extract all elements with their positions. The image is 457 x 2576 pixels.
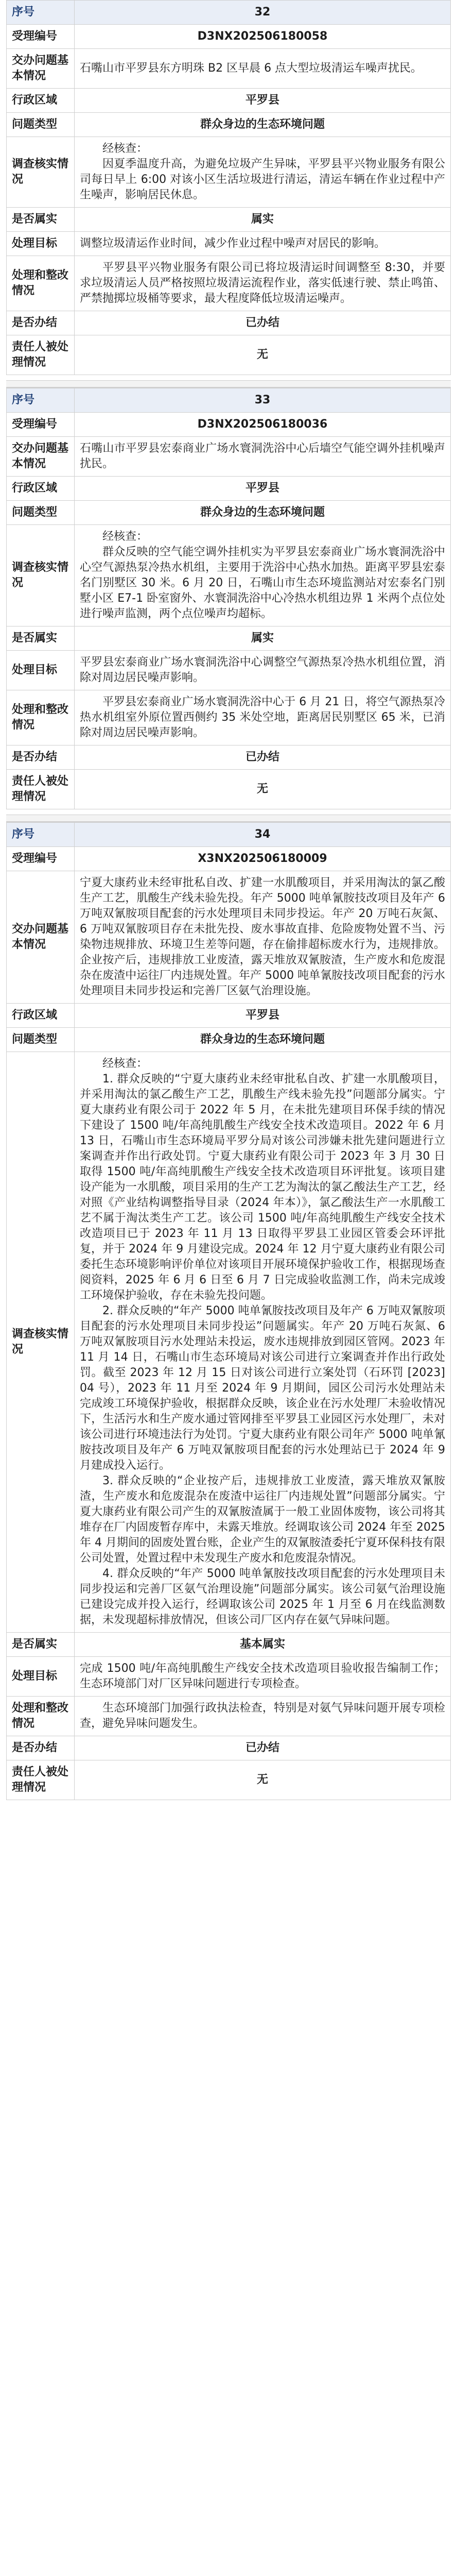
field-value: 石嘴山市平罗县宏泰商业广场水寰洞洗浴中心后墙空气能空调外挂机噪声扰民。 — [75, 437, 451, 477]
field-value: 已办结 — [75, 1736, 451, 1760]
field-value: 无 — [75, 1760, 451, 1800]
field-value: 宁夏大康药业未经审批私自改、扩建一水肌酸项目，并采用淘汰的氯乙酸生产工艺，肌酸生产线未验先投。年产 5000 吨单氰胺技改项目及年产 6 万吨双氰胺项目配套的污水处理项目未同步投运。年产 20 万吨石灰氮、6 万吨双氰胺项目存在未批先投、废水事故直排、危险废物处置不当、污染物违规排放、环境卫生差等问题，存在偷排超标废水行为，违规排放。企业按产后，违规排放工业废渣，露天堆放双氰胺渣，生产废水和危废混杂在废渣中运往厂内违规处置。年产 5000 吨单氰胺技改项目配套的污水处理项目未同步投运和完善厂区氨气治理设施。 — [75, 871, 451, 1004]
field-value: 平罗县 — [75, 477, 451, 501]
field-value: 群众身边的生态环境问题 — [75, 113, 451, 137]
row-seq — [7, 823, 451, 847]
field-value — [75, 690, 451, 745]
field-value — [75, 1052, 451, 1633]
row-is_done — [7, 1736, 451, 1760]
row-accountability — [7, 335, 451, 375]
field-label: 处理和整改情况 — [7, 256, 75, 311]
row-case_no — [7, 413, 451, 437]
row-is_true — [7, 626, 451, 651]
field-value: D3NX202506180036 — [75, 413, 451, 437]
field-label: 处理目标 — [7, 1657, 75, 1697]
field-value: 平罗县 — [75, 1004, 451, 1028]
field-value — [75, 1697, 451, 1736]
field-label: 是否办结 — [7, 311, 75, 335]
field-label: 交办问题基本情况 — [7, 49, 75, 89]
field-value — [75, 137, 451, 208]
row-type — [7, 1028, 451, 1052]
record-separator — [6, 380, 451, 387]
field-label: 问题类型 — [7, 501, 75, 525]
field-value: 属实 — [75, 626, 451, 651]
row-case_no — [7, 25, 451, 49]
paragraph: 平罗县宏泰商业广场水寰洞洗浴中心于 6 月 21 日，将空气源热泵冷热水机组室外原位置西侧约 35 米处空地，距离居民别墅区 65 米，已消除对周边居民噪声影响。 — [80, 696, 445, 739]
paragraph: 平罗县平兴物业服务有限公司已将垃圾清运时间调整至 8:30，并要求垃圾清运人员严格按照垃圾清运流程作业，落实低速行驶、禁止鸣笛、严禁抛掷垃圾桶等要求，最大程度降低垃圾清运噪声。 — [80, 261, 445, 305]
field-label: 受理编号 — [7, 847, 75, 871]
field-label: 调查核实情况 — [7, 1052, 75, 1633]
field-label: 序号 — [7, 823, 75, 847]
row-investigate — [7, 1052, 451, 1633]
paragraph: 经核查： — [102, 530, 148, 543]
field-value: 群众身边的生态环境问题 — [75, 501, 451, 525]
field-label: 是否办结 — [7, 1736, 75, 1760]
field-label: 是否办结 — [7, 745, 75, 770]
paragraph: 因夏季温度升高，为避免垃圾产生异味，平罗县平兴物业服务有限公司每日早上 6:00 对该小区生活垃圾进行清运，清运车辆在作业过程中产生噪声，影响居民休息。 — [80, 158, 445, 201]
field-value — [75, 525, 451, 626]
field-label: 行政区域 — [7, 89, 75, 113]
row-basic — [7, 49, 451, 89]
field-label: 交办问题基本情况 — [7, 871, 75, 1004]
field-label: 处理目标 — [7, 232, 75, 256]
row-is_true — [7, 1633, 451, 1657]
case-record — [6, 0, 451, 375]
row-is_done — [7, 311, 451, 335]
case-record — [6, 387, 451, 809]
field-label: 问题类型 — [7, 113, 75, 137]
field-value: 平罗县 — [75, 89, 451, 113]
row-investigate — [7, 137, 451, 208]
paragraph: 群众反映的空气能空调外挂机实为平罗县宏泰商业广场水寰洞洗浴中心空气源热泵冷热水机组，主要用于洗浴中心热水加热。距离平罗县宏泰名门别墅区 30 米。6 月 20 日，石嘴山市生态环境监测站对宏泰名门别墅小区 E7-1 卧室窗外、水寰洞洗浴中心冷热水机组边界 1 米两个点位处进行噪声监测，两个点位噪声均超标。 — [80, 546, 445, 620]
field-label: 是否属实 — [7, 1633, 75, 1657]
row-rectify — [7, 690, 451, 745]
row-is_done — [7, 745, 451, 770]
field-value: 群众身边的生态环境问题 — [75, 1028, 451, 1052]
field-value: 33 — [75, 388, 451, 413]
field-label: 序号 — [7, 388, 75, 413]
row-case_no — [7, 847, 451, 871]
field-value: D3NX202506180058 — [75, 25, 451, 49]
field-label: 责任人被处理情况 — [7, 1760, 75, 1800]
field-label: 调查核实情况 — [7, 137, 75, 208]
field-label: 问题类型 — [7, 1028, 75, 1052]
row-rectify — [7, 1697, 451, 1736]
row-accountability — [7, 770, 451, 809]
row-goal — [7, 1657, 451, 1697]
row-region — [7, 89, 451, 113]
field-label: 序号 — [7, 1, 75, 25]
field-label: 交办问题基本情况 — [7, 437, 75, 477]
row-accountability — [7, 1760, 451, 1800]
field-value: 无 — [75, 335, 451, 375]
paragraph: 经核查： — [102, 142, 148, 155]
field-label: 受理编号 — [7, 413, 75, 437]
paragraph: 3. 群众反映的“企业按产后，违规排放工业废渣，露天堆放双氰胺渣，生产废水和危废混杂在废渣中运往厂内违规处置”问题部分属实。宁夏大康药业有限公司产生的双氰胺渣属于一般工业固体废物，该公司将其堆存在厂内固废暂存库中，未露天堆放。经调取该公司 2024 年至 2025 年 4 月期间的固废处置台账，企业产生的双氰胺渣委托宁夏环保科技有限公司处置，处置过程中未发现生产废水和危废混杂情况。 — [80, 1475, 445, 1565]
paragraph: 4. 群众反映的“年产 5000 吨单氰胺技改项目配套的污水处理项目未同步投运和完善厂区氨气治理设施”问题部分属实。该公司氨气治理设施已建设完成并投入运行，经调取该公司 2025 年 1 月至 6 月在线监测数据，未发现超标排放情况，但该公司厂区内存在氨气异味问题。 — [80, 1567, 445, 1626]
field-label: 受理编号 — [7, 25, 75, 49]
field-label: 行政区域 — [7, 477, 75, 501]
paragraph: 1. 群众反映的“宁夏大康药业未经审批私自改、扩建一水肌酸项目，并采用淘汰的氯乙酸生产工艺，肌酸生产线未验先投”问题部分属实。宁夏大康药业有限公司于 2022 年 5 月，在未批先建项目环保手续的情况下建设了 1500 吨/年高纯肌酸生产线安全技术改造项目。2022 年 6 月 13 日，石嘴山市生态环境局平罗分局对该公司涉嫌未批先建问题进行立案调查并作出行政处罚。宁夏大康药业有限公司于 2023 年 3 月 30 日取得 1500 吨/年高纯肌酸生产线安全技术改造项目环评批复。该项目建设产能为一水肌酸，项目采用的生产工艺为淘汰的氯乙酸法生产工艺，经对照《产业结构调整指导目录（2024 年本）》，氯乙酸法生产一水肌酸工艺不属于淘汰类生产工艺。该公司 1500 吨/年高纯肌酸生产线安全技术改造项目已于 2023 年 11 月 13 日取得平罗县工业园区管委会环评批复，并于 2024 年 9 月建设完成。2024 年 12 月宁夏大康药业有限公司委托生态环境影响评价单位对该项目开展环境保护验收工作，根据现场查阅资料，2025 年 6 月 6 日至 6 月 7 日完成验收监测工作，尚未完成竣工环境保护验收，存在未验先投问题。 — [80, 1073, 445, 1302]
record-separator — [6, 815, 451, 822]
field-value: X3NX202506180009 — [75, 847, 451, 871]
field-value: 34 — [75, 823, 451, 847]
row-basic — [7, 871, 451, 1004]
field-label: 是否属实 — [7, 626, 75, 651]
field-label: 责任人被处理情况 — [7, 770, 75, 809]
field-label: 责任人被处理情况 — [7, 335, 75, 375]
field-value: 平罗县宏泰商业广场水寰洞洗浴中心调整空气源热泵冷热水机组位置，消除对周边居民噪声影响。 — [75, 651, 451, 690]
field-label: 调查核实情况 — [7, 525, 75, 626]
row-seq — [7, 1, 451, 25]
field-value — [75, 256, 451, 311]
field-label: 处理目标 — [7, 651, 75, 690]
row-investigate — [7, 525, 451, 626]
field-value: 基本属实 — [75, 1633, 451, 1657]
case-table — [6, 822, 451, 1800]
field-value: 石嘴山市平罗县东方明珠 B2 区早晨 6 点大型垃圾清运车噪声扰民。 — [75, 49, 451, 89]
field-value: 调整垃圾清运作业时间，减少作业过程中噪声对居民的影响。 — [75, 232, 451, 256]
row-region — [7, 1004, 451, 1028]
field-label: 处理和整改情况 — [7, 690, 75, 745]
field-value: 无 — [75, 770, 451, 809]
field-value: 已办结 — [75, 311, 451, 335]
case-table — [6, 388, 451, 809]
row-goal — [7, 232, 451, 256]
field-value: 属实 — [75, 208, 451, 232]
case-table — [6, 0, 451, 375]
field-label: 行政区域 — [7, 1004, 75, 1028]
row-type — [7, 113, 451, 137]
row-type — [7, 501, 451, 525]
field-label: 处理和整改情况 — [7, 1697, 75, 1736]
field-value: 已办结 — [75, 745, 451, 770]
row-is_true — [7, 208, 451, 232]
row-region — [7, 477, 451, 501]
case-record — [6, 822, 451, 1800]
paragraph: 2. 群众反映的“年产 5000 吨单氰胺技改项目及年产 6 万吨双氰胺项目配套的污水处理项目未同步投运”问题属实。年产 20 万吨石灰氮、6 万吨双氰胺项目污水处理站未投运，废水违规排放到园区管网。2023 年 11 月 14 日，石嘴山市生态环境局对该公司进行立案调查并作出行政处罚。截至 2023 年 12 月 15 日对该公司进行立案处罚（石环罚 [2023] 04 号），2023 年 11 月至 2024 年 9 月期间，园区公司污水处理站未完成竣工环境保护验收，根据群众反映，该企业在污水处理厂未验收情况下，生活污水和生产废水通过管网排至平罗县工业园区污水处理厂，未对该公司进行环境违法行为处罚。宁夏大康药业有限公司年产 5000 吨单氰胺技改项目及年产 6 万吨双氰胺项目配套的污水处理站已于 2024 年 9 月建成投入运行。 — [80, 1304, 445, 1472]
row-seq — [7, 388, 451, 413]
row-basic — [7, 437, 451, 477]
row-rectify — [7, 256, 451, 311]
field-label: 是否属实 — [7, 208, 75, 232]
field-value: 32 — [75, 1, 451, 25]
field-value: 完成 1500 吨/年高纯肌酸生产线安全技术改造项目验收报告编制工作；生态环境部门对厂区异味问题进行专项检查。 — [75, 1657, 451, 1697]
paragraph: 经核查： — [102, 1057, 148, 1070]
row-goal — [7, 651, 451, 690]
paragraph: 生态环境部门加强行政执法检查，特别是对氨气异味问题开展专项检查，避免异味问题发生。 — [80, 1702, 445, 1730]
